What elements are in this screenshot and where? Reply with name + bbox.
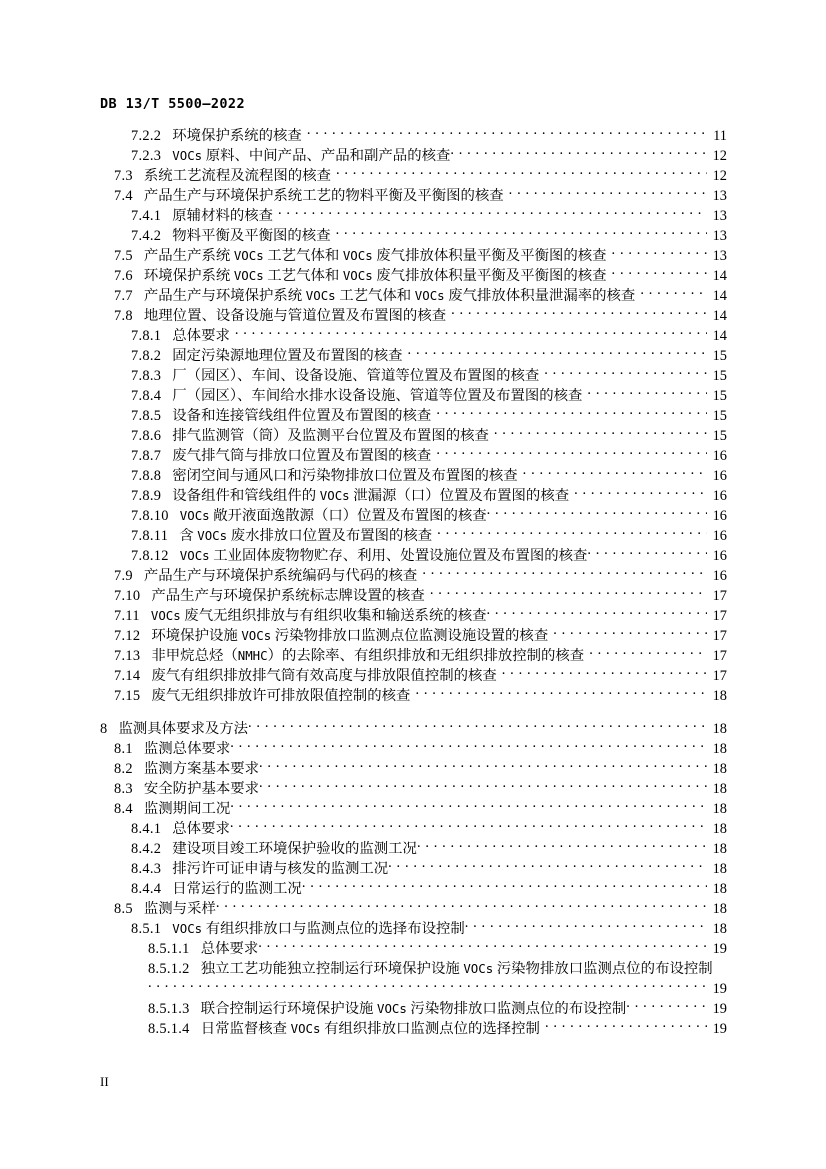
toc-entry[interactable] — [0, 486, 826, 506]
toc-entry-title: VOCs 废气无组织排放与有组织收集和输送系统的核查 — [150, 608, 487, 625]
toc-entry[interactable] — [0, 626, 826, 646]
toc-entry-title: 废气有组织排放排气筒有效高度与排放限值控制的核查 — [151, 668, 497, 685]
toc-page-number: 16 — [712, 448, 727, 465]
toc-leader-dots — [545, 1019, 707, 1033]
latin-token: VOCs — [290, 1021, 321, 1037]
toc-entry-title: 设备和连接管线组件位置及布置图的核查 — [172, 408, 432, 425]
toc-entry-title: 产品生产与环境保护系统编码与代码的核查 — [143, 568, 418, 585]
toc-entry-title: 联合控制运行环境保护设施 VOCs 污染物排放口监测点位的布设控制 — [200, 1001, 627, 1018]
toc-page-number: 12 — [712, 168, 727, 185]
toc-entry-number: 8.5.1.4 — [148, 1021, 190, 1038]
toc-entry-title: 产品生产与环境保护系统标志牌设置的核查 — [151, 588, 425, 605]
toc-entry-title: 产品生产与环境保护系统工艺的物料平衡及平衡图的核查 — [143, 188, 504, 205]
toc-entry-title: 废气排气筒与排放口位置及布置图的核查 — [172, 448, 432, 465]
toc-entry-title: 监测总体要求 — [143, 741, 231, 758]
toc-leader-dots — [494, 426, 707, 440]
toc-entry[interactable] — [0, 406, 826, 426]
toc-entry[interactable] — [0, 606, 826, 626]
toc-entry[interactable] — [0, 266, 826, 286]
toc-leader-dots — [437, 526, 707, 540]
toc-entry-title: 原辅材料的核查 — [172, 208, 274, 225]
toc-entry[interactable] — [0, 226, 826, 246]
toc-leader-dots — [148, 979, 707, 993]
toc-page-number: 18 — [712, 841, 727, 858]
toc-leader-dots — [509, 186, 707, 200]
toc-entry-number: 7.6 — [114, 268, 133, 285]
toc-leader-dots — [587, 386, 707, 400]
toc-leader-dots — [259, 779, 707, 793]
toc-entry[interactable] — [0, 686, 826, 706]
toc-page-number: 19 — [712, 1001, 727, 1018]
toc-entry-title: 监测具体要求及方法 — [118, 721, 249, 738]
toc-leader-dots — [259, 759, 707, 773]
toc-entry-number: 8.3 — [114, 781, 133, 798]
toc-leader-dots — [574, 486, 707, 500]
toc-entry-title: 产品生产系统 VOCs 工艺气体和 VOCs 废气排放体积量平衡及平衡图的核查 — [143, 248, 607, 265]
toc-leader-dots — [230, 739, 707, 753]
toc-page-number: 12 — [712, 148, 727, 165]
toc-entry-number: 8 — [100, 721, 108, 738]
toc-page-number: 15 — [712, 408, 727, 425]
latin-token: VOCs — [376, 1001, 407, 1017]
table-of-contents — [0, 126, 826, 1039]
toc-leader-dots — [640, 286, 707, 300]
toc-page-number: 17 — [712, 588, 727, 605]
toc-page-number: 18 — [712, 821, 727, 838]
toc-entry-title: VOCs 敞开液面逸散源（口）位置及布置图的核查 — [179, 508, 487, 525]
toc-entry-number: 8.4.3 — [131, 861, 162, 878]
latin-token: VOCs — [179, 548, 210, 564]
toc-page-number: 18 — [712, 861, 727, 878]
toc-entry-number: 7.2.3 — [131, 148, 162, 165]
toc-entry-title: 日常监督核查 VOCs 有组织排放口监测点位的选择控制 — [200, 1021, 540, 1038]
toc-entry[interactable] — [0, 999, 826, 1019]
toc-entry-number: 8.5 — [114, 901, 133, 918]
toc-leader-dots — [612, 266, 707, 280]
toc-leader-dots — [450, 146, 707, 160]
toc-entry-number: 8.5.1.2 — [148, 961, 190, 977]
toc-leader-dots — [430, 586, 707, 600]
latin-token: VOCs — [342, 268, 373, 284]
toc-entry[interactable] — [0, 186, 826, 206]
toc-entry-number: 7.8.3 — [131, 368, 162, 385]
toc-entry-title: VOCs 工业固体废物物贮存、利用、处置设施位置及布置图的核查 — [179, 548, 588, 565]
toc-leader-dots — [307, 126, 707, 140]
toc-entry-number: 7.8.7 — [131, 448, 162, 465]
toc-entry-number: 7.11 — [114, 608, 140, 625]
toc-entry[interactable] — [0, 446, 826, 466]
toc-leader-dots — [230, 799, 707, 813]
toc-leader-dots — [235, 326, 707, 340]
toc-entry[interactable] — [0, 326, 826, 346]
toc-entry[interactable] — [0, 166, 826, 186]
toc-entry-number: 7.4.1 — [131, 208, 162, 225]
toc-entry-title: 地理位置、设备设施与管道位置及布置图的核查 — [143, 308, 447, 325]
toc-page-number: 15 — [712, 388, 727, 405]
toc-page-number: 18 — [712, 781, 727, 798]
latin-token: VOCs — [305, 288, 336, 304]
toc-leader-dots — [589, 646, 707, 660]
toc-page-number: 15 — [712, 348, 727, 365]
toc-entry[interactable] — [0, 146, 826, 166]
toc-entry-title: 排污许可证申请与核发的监测工况 — [172, 861, 389, 878]
toc-entry[interactable] — [0, 839, 826, 859]
toc-entry-title: 环境保护系统的核查 — [172, 128, 302, 145]
toc-leader-dots — [523, 466, 707, 480]
toc-entry[interactable] — [0, 859, 826, 879]
toc-entry[interactable] — [0, 566, 826, 586]
toc-entry-title: 总体要求 — [172, 328, 230, 345]
running-header: DB 13/T 5500—2022 — [100, 96, 245, 112]
toc-page-number: 15 — [712, 368, 727, 385]
toc-leader-dots — [487, 606, 707, 620]
toc-leader-dots — [302, 879, 707, 893]
toc-entry-title: 排气监测管（筒）及监测平台位置及布置图的核查 — [172, 428, 489, 445]
toc-entry-title: 密闭空间与通风口和污染物排放口位置及布置图的核查 — [172, 468, 518, 485]
toc-leader-dots — [278, 206, 707, 220]
toc-entry[interactable] — [0, 759, 826, 779]
toc-leader-dots — [258, 939, 707, 953]
latin-token: VOCs — [233, 268, 264, 284]
toc-entry-number: 8.5.1.1 — [148, 941, 190, 958]
toc-leader-dots — [465, 919, 707, 933]
toc-entry-number: 7.12 — [114, 628, 141, 645]
toc-entry-number: 8.5.1 — [131, 921, 162, 938]
toc-entry[interactable] — [0, 919, 826, 939]
toc-entry[interactable] — [0, 386, 826, 406]
toc-page-number: 18 — [712, 741, 727, 758]
toc-page-number: 18 — [712, 688, 727, 705]
toc-entry[interactable] — [0, 819, 826, 839]
toc-entry-title: 独立工艺功能独立控制运行环境保护设施 VOCs 污染物排放口监测点位的布设控制 — [200, 961, 713, 977]
toc-entry-title: 厂（园区）、车间给水排水设备设施、管道等位置及布置图的核查 — [172, 388, 583, 405]
toc-page-number: 18 — [712, 801, 727, 818]
latin-token: VOCs — [233, 248, 264, 264]
toc-entry-number: 7.3 — [114, 168, 133, 185]
latin-token: VOCs — [241, 628, 272, 644]
toc-entry[interactable] — [0, 666, 826, 686]
toc-page-number: 13 — [712, 248, 727, 265]
toc-page-number: 17 — [712, 648, 727, 665]
toc-leader-dots — [587, 546, 707, 560]
toc-page-number: 16 — [712, 568, 727, 585]
toc-page-number: 18 — [712, 761, 727, 778]
toc-entry[interactable] — [0, 799, 826, 819]
toc-entry-title: 建设项目竣工环境保护验收的监测工况 — [172, 841, 417, 858]
toc-leader-dots — [502, 666, 707, 680]
toc-leader-dots — [422, 566, 707, 580]
toc-page-number: 16 — [712, 488, 727, 505]
toc-entry[interactable] — [0, 346, 826, 366]
toc-entry-title: 总体要求 — [200, 941, 259, 958]
toc-leader-dots — [626, 999, 707, 1013]
toc-entry[interactable] — [0, 719, 826, 739]
toc-entry-number: 7.8.6 — [131, 428, 162, 445]
toc-entry-title: 安全防护基本要求 — [143, 781, 260, 798]
toc-leader-dots — [553, 626, 707, 640]
toc-entry-number: 8.5.1.3 — [148, 1001, 190, 1018]
toc-leader-dots — [436, 446, 707, 460]
toc-leader-dots — [388, 859, 707, 873]
latin-token: VOCs — [172, 921, 203, 937]
toc-page-number: 17 — [712, 668, 727, 685]
toc-page-number: 19 — [712, 981, 727, 998]
toc-entry-title: 物料平衡及平衡图的核查 — [172, 228, 331, 245]
toc-entry-number: 8.1 — [114, 741, 133, 758]
latin-token: VOCs — [197, 528, 228, 544]
toc-entry-title: 含 VOCs 废水排放口位置及布置图的核查 — [179, 528, 433, 545]
toc-page-number: 13 — [712, 188, 727, 205]
toc-entry-number: 7.8.11 — [131, 528, 169, 545]
toc-page-number: 14 — [712, 328, 727, 345]
toc-entry[interactable] — [0, 246, 826, 266]
toc-leader-dots — [336, 166, 707, 180]
toc-entry[interactable] — [0, 1019, 826, 1039]
latin-token: VOCs — [179, 508, 210, 524]
toc-page-number: 19 — [712, 1021, 727, 1038]
toc-entry[interactable] — [0, 646, 826, 666]
toc-entry-number: 7.8 — [114, 308, 133, 325]
toc-leader-dots — [216, 899, 707, 913]
toc-entry-title: 环境保护系统 VOCs 工艺气体和 VOCs 废气排放体积量平衡及平衡图的核查 — [143, 268, 607, 285]
toc-entry[interactable] — [0, 959, 826, 979]
toc-entry[interactable] — [0, 779, 826, 799]
toc-entry[interactable] — [0, 739, 826, 759]
toc-entry[interactable] — [0, 366, 826, 386]
latin-token: VOCs — [319, 488, 350, 504]
toc-entry-number: 7.14 — [114, 668, 141, 685]
toc-entry[interactable] — [0, 546, 826, 566]
toc-page-number: 16 — [712, 508, 727, 525]
toc-entry-number: 7.8.2 — [131, 348, 162, 365]
toc-leader-dots — [417, 839, 707, 853]
toc-entry-number: 7.8.12 — [131, 548, 169, 565]
toc-entry-title: 系统工艺流程及流程图的核查 — [143, 168, 331, 185]
toc-entry[interactable] — [0, 939, 826, 959]
latin-token: VOCs — [463, 961, 494, 976]
toc-entry[interactable] — [0, 586, 826, 606]
toc-entry[interactable] — [0, 466, 826, 486]
toc-entry-title: 废气无组织排放许可排放限值控制的核查 — [151, 688, 411, 705]
toc-leader-dots — [248, 719, 707, 733]
toc-entry[interactable] — [0, 979, 826, 999]
toc-entry-number: 8.2 — [114, 761, 133, 778]
toc-page-number: 14 — [712, 308, 727, 325]
toc-entry-number: 7.15 — [114, 688, 141, 705]
toc-entry[interactable] — [0, 126, 826, 146]
toc-page-number: 18 — [712, 881, 727, 898]
toc-entry-title: 监测与采样 — [143, 901, 216, 918]
toc-entry-number: 8.4.4 — [131, 881, 162, 898]
toc-page-number: 11 — [713, 128, 727, 145]
latin-token: NMHC — [237, 648, 268, 664]
toc-entry-number: 7.8.4 — [131, 388, 162, 405]
toc-entry-title: 监测方案基本要求 — [143, 761, 260, 778]
toc-entry[interactable] — [0, 879, 826, 899]
toc-entry-title: 产品生产与环境保护系统 VOCs 工艺气体和 VOCs 废气排放体积量泄漏率的核查 — [143, 288, 636, 305]
latin-token: VOCs — [414, 288, 445, 304]
toc-entry-number: 7.8.1 — [131, 328, 162, 345]
toc-entry[interactable] — [0, 426, 826, 446]
toc-entry-number: 7.4.2 — [131, 228, 162, 245]
toc-page-number: 13 — [712, 228, 727, 245]
toc-entry-title: 设备组件和管线组件的 VOCs 泄漏源（口）位置及布置图的核查 — [172, 488, 570, 505]
toc-entry-title: 监测期间工况 — [143, 801, 231, 818]
toc-entry-title: 环境保护设施 VOCs 污染物排放口监测点位监测设施设置的核查 — [151, 628, 549, 645]
toc-entry[interactable] — [0, 526, 826, 546]
latin-token: VOCs — [150, 608, 181, 624]
toc-entry[interactable] — [0, 899, 826, 919]
toc-entry-title: 日常运行的监测工况 — [172, 881, 302, 898]
toc-page-number: 18 — [712, 721, 727, 738]
toc-entry-number: 7.8.9 — [131, 488, 162, 505]
toc-entry[interactable] — [0, 206, 826, 226]
toc-entry-number: 7.5 — [114, 248, 133, 265]
latin-token: VOCs — [172, 148, 203, 164]
toc-page-number: 13 — [712, 208, 727, 225]
toc-leader-dots — [336, 226, 707, 240]
toc-page-number: 14 — [712, 268, 727, 285]
toc-entry-title: 固定污染源地理位置及布置图的核查 — [172, 348, 403, 365]
toc-entry[interactable] — [0, 306, 826, 326]
toc-entry-title: VOCs 原料、中间产品、产品和副产品的核查 — [172, 148, 451, 165]
toc-entry-number: 7.7 — [114, 288, 133, 305]
toc-leader-dots — [415, 686, 707, 700]
toc-leader-dots — [436, 406, 707, 420]
toc-entry-number: 7.8.5 — [131, 408, 162, 425]
toc-entry-number: 8.4.2 — [131, 841, 162, 858]
toc-leader-dots — [612, 246, 707, 260]
toc-entry[interactable] — [0, 286, 826, 306]
toc-entry-number: 7.10 — [114, 588, 141, 605]
toc-page-number: 18 — [712, 921, 727, 938]
toc-entry-number: 8.4 — [114, 801, 133, 818]
toc-page-number: 18 — [712, 901, 727, 918]
toc-leader-dots — [487, 506, 707, 520]
toc-leader-dots — [544, 366, 707, 380]
toc-page-number: 16 — [712, 528, 727, 545]
toc-entry-title: 厂（园区）、车间、设备设施、管道等位置及布置图的核查 — [172, 368, 540, 385]
toc-page-number: 16 — [712, 468, 727, 485]
toc-page-number: 16 — [712, 548, 727, 565]
toc-entry-number: 7.13 — [114, 648, 141, 665]
toc-leader-dots — [230, 819, 707, 833]
toc-entry-number: 8.4.1 — [131, 821, 162, 838]
toc-entry[interactable] — [0, 506, 826, 526]
toc-entry-number: 7.8.10 — [131, 508, 169, 525]
toc-leader-dots — [408, 346, 707, 360]
toc-entry-number: 7.8.8 — [131, 468, 162, 485]
toc-entry-title: 非甲烷总烃（NMHC）的去除率、有组织排放和无组织排放控制的核查 — [151, 648, 585, 665]
toc-page-number: 15 — [712, 428, 727, 445]
page-folio: II — [100, 1074, 109, 1089]
toc-entry-title: 总体要求 — [172, 821, 230, 838]
toc-entry-number: 7.4 — [114, 188, 133, 205]
toc-page-number: 17 — [712, 608, 727, 625]
toc-entry-number: 7.2.2 — [131, 128, 162, 145]
toc-page-number: 17 — [712, 628, 727, 645]
toc-leader-dots — [451, 306, 707, 320]
toc-entry-title: VOCs 有组织排放口与监测点位的选择布设控制 — [172, 921, 465, 938]
latin-token: VOCs — [342, 248, 373, 264]
toc-entry-number: 7.9 — [114, 568, 133, 585]
toc-page-number: 19 — [712, 941, 727, 958]
toc-page-number: 14 — [712, 288, 727, 305]
